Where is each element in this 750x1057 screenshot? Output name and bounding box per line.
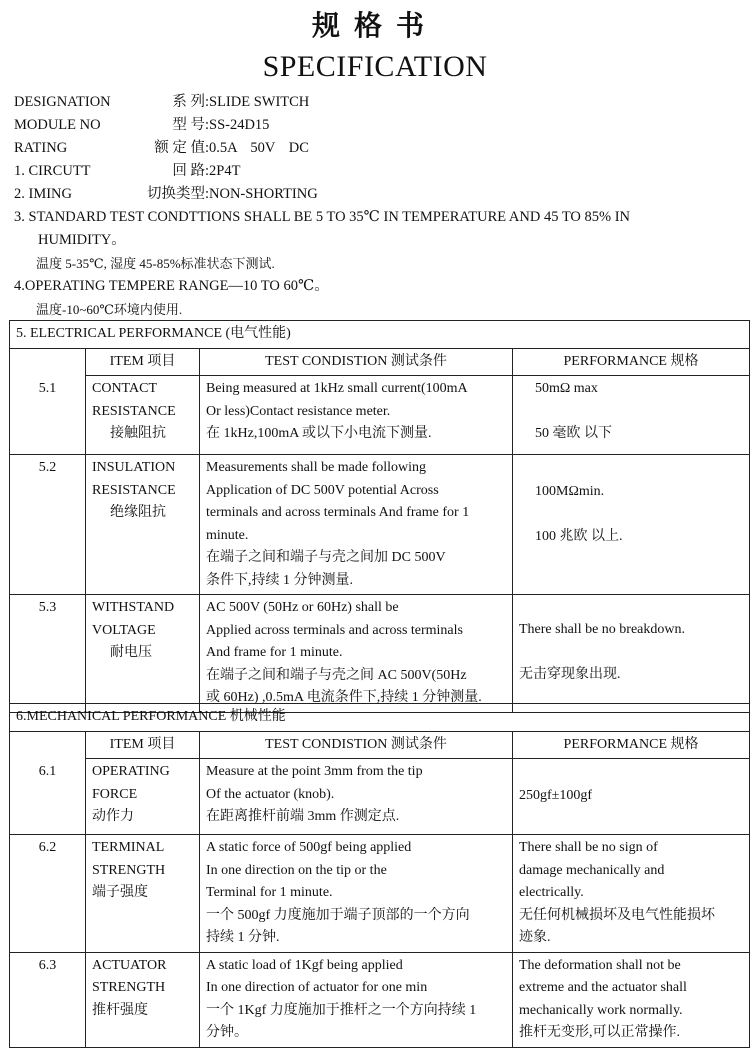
test-line: Application of DC 500V potential Across	[206, 482, 439, 498]
table-row	[10, 455, 750, 595]
item-line: ACTUATOR	[92, 957, 167, 973]
item-line: 接触阻抗	[110, 426, 166, 441]
circuit-label-cn: 回 路:	[172, 163, 209, 179]
item-line: TERMINAL	[92, 840, 165, 855]
performance-line: 无任何机械损坏及电气性能损坏	[519, 907, 715, 923]
test-line: In one direction on the tip or the	[206, 862, 387, 878]
timing-label-cn: 切换类型:	[146, 186, 209, 202]
test-conditions-cn: 温度 5-35℃, 湿度 45-85%标准状态下测试.	[36, 256, 275, 271]
item-cell	[86, 759, 200, 835]
designation-label-cn: 系 列:	[172, 94, 209, 110]
item-line: 动作力	[92, 809, 134, 824]
performance-line: 100MΩmin.	[535, 484, 605, 499]
test-line: In one direction of actuator for one min	[206, 980, 428, 995]
test-line: Applied across terminals and across terminals	[206, 622, 463, 638]
item-line: 推杆强度	[92, 1002, 148, 1018]
item-line: STRENGTH	[92, 980, 166, 995]
test-line: 在距离推杆前端 3mm 作测定点.	[206, 809, 400, 824]
table-row	[10, 952, 750, 1047]
performance-cell	[513, 376, 750, 455]
performance-cell	[513, 595, 750, 713]
performance-line: damage mechanically and	[519, 862, 665, 878]
performance-column-header: PERFORMANCE 规格	[513, 348, 750, 376]
table-row	[10, 835, 750, 953]
table-row	[10, 376, 750, 455]
test-line: 一个 1Kgf 力度施加于推杆之一个方向持续 1	[206, 1002, 477, 1018]
performance-line: 迹象.	[519, 930, 551, 945]
test-cell	[200, 835, 513, 953]
test-line: terminals and across terminals And frame for 1	[206, 505, 470, 520]
test-line: Of the actuator (knob).	[206, 786, 335, 802]
rating-value: 0.5A 50V DC	[209, 140, 309, 156]
rating-label-cn: 额 定 值:	[154, 140, 209, 156]
circuit-row	[14, 160, 739, 183]
table-row	[10, 759, 750, 835]
test-line: Terminal for 1 minute.	[206, 885, 333, 900]
test-line: 或 60Hz) ,0.5mA 电流条件下,持续 1 分钟测量.	[206, 690, 482, 705]
item-cell	[86, 835, 200, 953]
test-line: minute.	[206, 527, 249, 543]
operating-range: 4.OPERATING TEMPERE RANGE—10 TO 60℃。	[14, 278, 329, 294]
performance-cell	[513, 835, 750, 953]
performance-line: There shall be no breakdown.	[519, 622, 685, 637]
document-title-chinese: 规格书	[311, 9, 438, 42]
item-cell	[86, 952, 200, 1047]
performance-line: electrically.	[519, 885, 584, 900]
electrical-section-title: 5. ELECTRICAL PERFORMANCE (电气性能)	[10, 321, 750, 349]
performance-line: The deformation shall not be	[519, 957, 681, 973]
module-label-cn: 型 号:	[172, 117, 209, 133]
test-line: AC 500V (50Hz or 60Hz) shall be	[206, 600, 399, 615]
item-line: RESISTANCE	[92, 403, 176, 419]
test-line: A static force of 500gf being applied	[206, 840, 412, 855]
row-number: 6.2	[10, 835, 86, 953]
test-conditions-line-1: 3. STANDARD TEST CONDTTIONS SHALL BE 5 TO 35℃ IN TEMPERATURE AND 45 TO 85% IN	[14, 209, 631, 225]
item-line: CONTACT	[92, 381, 157, 396]
test-line: 条件下,持续 1 分钟测量.	[206, 572, 353, 588]
module-label: MODULE NO	[14, 117, 101, 133]
performance-line: 推杆无变形,可以正常操作.	[519, 1025, 680, 1040]
test-cell	[200, 952, 513, 1047]
item-line: VOLTAGE	[92, 622, 156, 638]
test-cell	[200, 595, 513, 713]
timing-label: 2. IMING	[14, 186, 72, 202]
item-cell	[86, 455, 200, 595]
number-column-header	[10, 348, 86, 376]
test-cell	[200, 376, 513, 455]
performance-line: There shall be no sign of	[519, 840, 658, 855]
row-number: 5.2	[10, 455, 86, 595]
timing-row	[14, 183, 739, 206]
designation-row	[14, 91, 739, 114]
rating-label: RATING	[14, 140, 68, 156]
operating-range-cn: 温度-10~60℃环境内使用.	[36, 302, 183, 317]
test-line: Measurements shall be made following	[206, 460, 427, 475]
item-line: 绝缘阻抗	[110, 505, 166, 520]
performance-line: 50mΩ max	[535, 381, 598, 396]
test-line: 在端子之间和端子与壳之间加 DC 500V	[206, 550, 446, 565]
module-row	[14, 114, 739, 137]
test-line: 分钟。	[206, 1025, 248, 1040]
item-line: WITHSTAND	[92, 600, 175, 615]
test-line: 持续 1 分钟.	[206, 930, 280, 945]
row-number: 6.3	[10, 952, 86, 1047]
item-column-header: ITEM 项目	[86, 348, 200, 376]
test-column-header: TEST CONDISTION 测试条件	[200, 731, 513, 759]
test-cell	[200, 455, 513, 595]
performance-line: 无击穿现象出现.	[519, 666, 621, 682]
electrical-performance-table	[9, 320, 750, 713]
table-row	[10, 595, 750, 713]
test-column-header: TEST CONDISTION 测试条件	[200, 348, 513, 376]
circuit-label: 1. CIRCUTT	[14, 163, 91, 179]
designation-value: SLIDE SWITCH	[209, 94, 310, 110]
timing-value: NON-SHORTING	[209, 186, 318, 202]
test-line: 在 1kHz,100mA 或以下小电流下测量.	[206, 426, 432, 441]
performance-line: mechanically work normally.	[519, 1002, 683, 1018]
item-line: OPERATING	[92, 764, 170, 779]
section-header-row	[10, 321, 750, 349]
item-line: STRENGTH	[92, 862, 166, 878]
item-line: RESISTANCE	[92, 482, 176, 498]
performance-line: 50 毫欧 以下	[535, 425, 612, 441]
row-number: 5.1	[10, 376, 86, 455]
item-line: INSULATION	[92, 460, 176, 475]
column-header-row	[10, 731, 750, 759]
mechanical-section-title: 6.MECHANICAL PERFORMANCE 机械性能	[10, 704, 750, 732]
item-line: 耐电压	[110, 645, 152, 660]
performance-cell	[513, 759, 750, 835]
row-number: 6.1	[10, 759, 86, 835]
test-line: And frame for 1 minute.	[206, 645, 343, 660]
designation-label: DESIGNATION	[14, 94, 111, 110]
test-line: 在端子之间和端子与壳之间 AC 500V(50Hz	[206, 667, 467, 683]
item-cell	[86, 376, 200, 455]
item-cell	[86, 595, 200, 713]
performance-line: 250gf±100gf	[519, 788, 593, 804]
row-number: 5.3	[10, 595, 86, 713]
test-line: Or less)Contact resistance meter.	[206, 403, 391, 419]
section-header-row	[10, 704, 750, 732]
performance-column-header: PERFORMANCE 规格	[513, 731, 750, 759]
item-line: 端子强度	[92, 885, 148, 900]
performance-line: 100 兆欧 以上.	[535, 528, 623, 544]
test-line: 一个 500gf 力度施加于端子顶部的一个方向	[206, 907, 470, 923]
rating-row	[14, 137, 739, 160]
test-conditions-line-2: HUMIDITY。	[38, 232, 126, 248]
module-value: SS-24D15	[209, 117, 270, 133]
performance-cell	[513, 455, 750, 595]
document-title: SPECIFICATION	[262, 50, 488, 83]
test-line: Measure at the point 3mm from the tip	[206, 764, 423, 779]
circuit-value: 2P4T	[209, 163, 241, 179]
performance-line: extreme and the actuator shall	[519, 980, 687, 995]
column-header-row	[10, 348, 750, 376]
test-line: Being measured at 1kHz small current(100mA	[206, 381, 468, 396]
performance-cell	[513, 952, 750, 1047]
test-cell	[200, 759, 513, 835]
number-column-header	[10, 731, 86, 759]
test-line: A static load of 1Kgf being applied	[206, 957, 403, 973]
item-line: FORCE	[92, 786, 138, 802]
spec-header	[14, 91, 739, 321]
item-column-header: ITEM 项目	[86, 731, 200, 759]
mechanical-performance-table	[9, 703, 750, 1048]
